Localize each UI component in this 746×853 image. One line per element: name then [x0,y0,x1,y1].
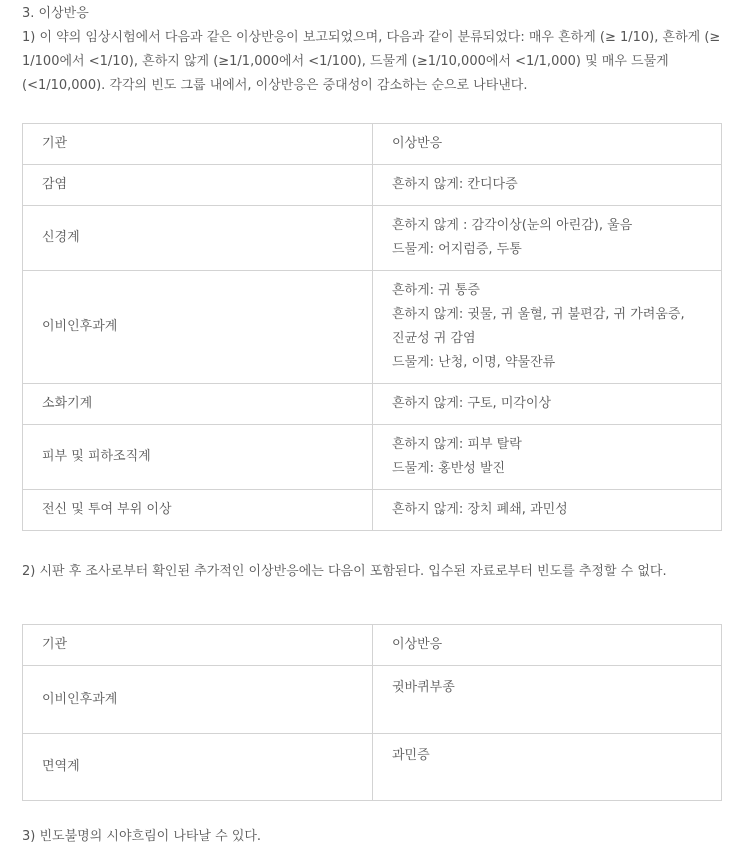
organ-cell: 면역계 [23,734,373,801]
reaction-line: 흔하지 않게: 칸디다증 [392,177,518,192]
table-row [23,425,722,490]
reaction-cell [373,206,722,271]
reaction-line: 흔하지 않게: 피부 탈락 [392,437,522,452]
reaction-cell [373,490,722,531]
reaction-line: 드물게: 난청, 이명, 약물잔류 [392,355,556,370]
blurred-vision-note: 3) 빈도불명의 시야흐림이 나타날 수 있다. [22,829,262,844]
table-row [23,271,722,384]
reaction-line: 흔하지 않게: 귓물, 귀 울혈, 귀 불편감, 귀 가려움증, 진균성 귀 감염 [392,307,685,346]
table-row [23,734,722,801]
reaction-cell: 과민증 [373,734,722,801]
header-reaction: 이상반응 [373,625,722,666]
table-header-row [23,625,722,666]
organ-cell: 피부 및 피하조직계 [23,425,373,490]
table-row [23,490,722,531]
reaction-line: 흔하지 않게: 장치 폐쇄, 과민성 [392,502,568,517]
header-organ: 기관 [23,625,373,666]
organ-cell: 전신 및 투여 부위 이상 [23,490,373,531]
table-row [23,384,722,425]
table-row [23,165,722,206]
table-header-row [23,124,722,165]
header-reaction: 이상반응 [373,124,722,165]
reaction-line: 드물게: 어지럼증, 두통 [392,242,522,257]
postmarketing-table [22,624,722,801]
reaction-cell [373,384,722,425]
table-row [23,666,722,734]
reaction-line: 흔하지 않게: 구토, 미각이상 [392,396,552,411]
reaction-line: 흔하지 않게 : 감각이상(눈의 아린감), 울음 [392,218,633,233]
adverse-reactions-table [22,123,722,531]
reaction-line: 드물게: 홍반성 발진 [392,461,506,476]
reaction-cell [373,271,722,384]
table-row [23,206,722,271]
reaction-cell [373,165,722,206]
postmarketing-note: 2) 시판 후 조사로부터 확인된 추가적인 이상반응에는 다음이 포함된다. 입수된 자료로부터 빈도를 추정할 수 없다. [22,564,667,579]
organ-cell: 감염 [23,165,373,206]
reaction-cell: 귓바퀴부종 [373,666,722,734]
section-heading: 3. 이상반응 [22,6,89,21]
organ-cell: 소화기계 [23,384,373,425]
header-organ: 기관 [23,124,373,165]
reaction-line: 흔하게: 귀 통증 [392,283,480,298]
intro-paragraph: 1) 이 약의 임상시험에서 다음과 같은 이상반응이 보고되었으며, 다음과 같이 분류되었다: 매우 흔하게 (≥ 1/10), 흔하게 (≥ 1/100에서 <1/10), 흔하지 않게 (≥1/1,000에서 <1/100), 드물게 (≥1/10,000에서 <1/1,000) 및 매우 드물게 (<1/10,000). 각각의 빈도 그룹 내에서, 이상반응은 중대성이 감소하는 순으로 나타낸다. [22,30,721,93]
reaction-cell [373,425,722,490]
organ-cell: 신경계 [23,206,373,271]
organ-cell: 이비인후과계 [23,271,373,384]
organ-cell: 이비인후과계 [23,666,373,734]
